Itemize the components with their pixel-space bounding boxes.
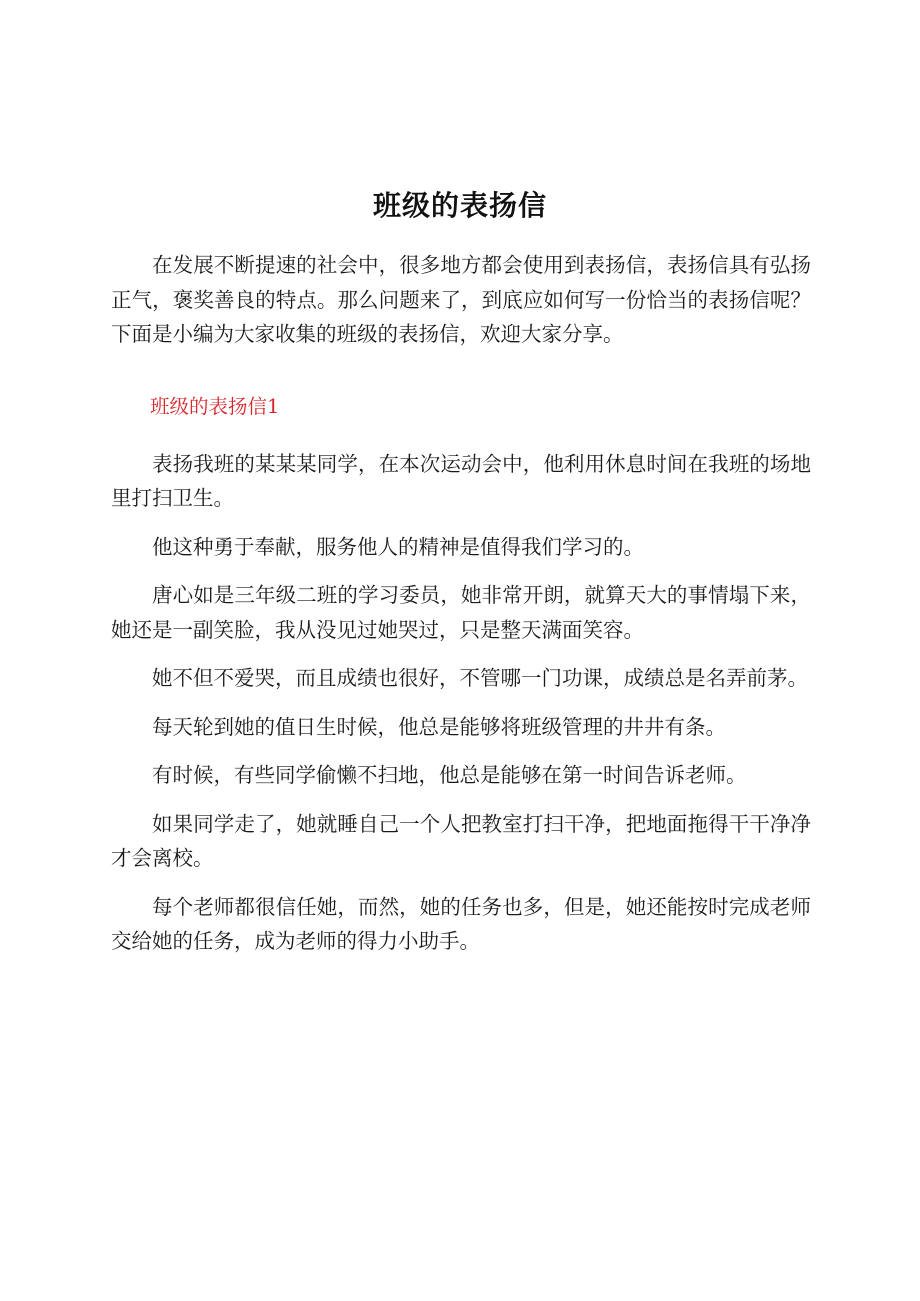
body-paragraph: 唐心如是三年级二班的学习委员，她非常开朗，就算天大的事情塌下来，她还是一副笑脸，我从没见过她哭过，只是整天满面笑容。 <box>111 583 811 642</box>
body-paragraph: 如果同学走了，她就睡自己一个人把教室打扫干净，把地面拖得干干净净才会离校。 <box>111 811 811 870</box>
body-paragraph: 表扬我班的某某某同学，在本次运动会中，他利用休息时间在我班的场地里打扫卫生。 <box>111 451 811 510</box>
body-paragraph: 每天轮到她的值日生时候，他总是能够将班级管理的井井有条。 <box>152 714 726 739</box>
body-paragraph: 他这种勇于奉献，服务他人的精神是值得我们学习的。 <box>152 534 644 559</box>
body-paragraph: 每个老师都很信任她，而然，她的任务也多，但是，她还能按时完成老师交给她的任务，成为老师的得力小助手。 <box>111 894 811 953</box>
page-title: 班级的表扬信 <box>372 189 547 222</box>
document-body <box>111 248 811 973</box>
body-paragraph: 有时候，有些同学偷懒不扫地，他总是能够在第一时间告诉老师。 <box>152 763 747 787</box>
section-heading: 班级的表扬信1 <box>150 394 280 418</box>
intro-paragraph: 在发展不断提速的社会中，很多地方都会使用到表扬信，表扬信具有弘扬正气，褒奖善良的特点。那么问题来了，到底应如何写一份恰当的表扬信呢？下面是小编为大家收集的班级的表扬信，欢迎大家分享。 <box>111 253 811 346</box>
body-paragraph: 她不但不爱哭，而且成绩也很好，不管哪一门功课，成绩总是名弄前茅。 <box>152 666 808 690</box>
